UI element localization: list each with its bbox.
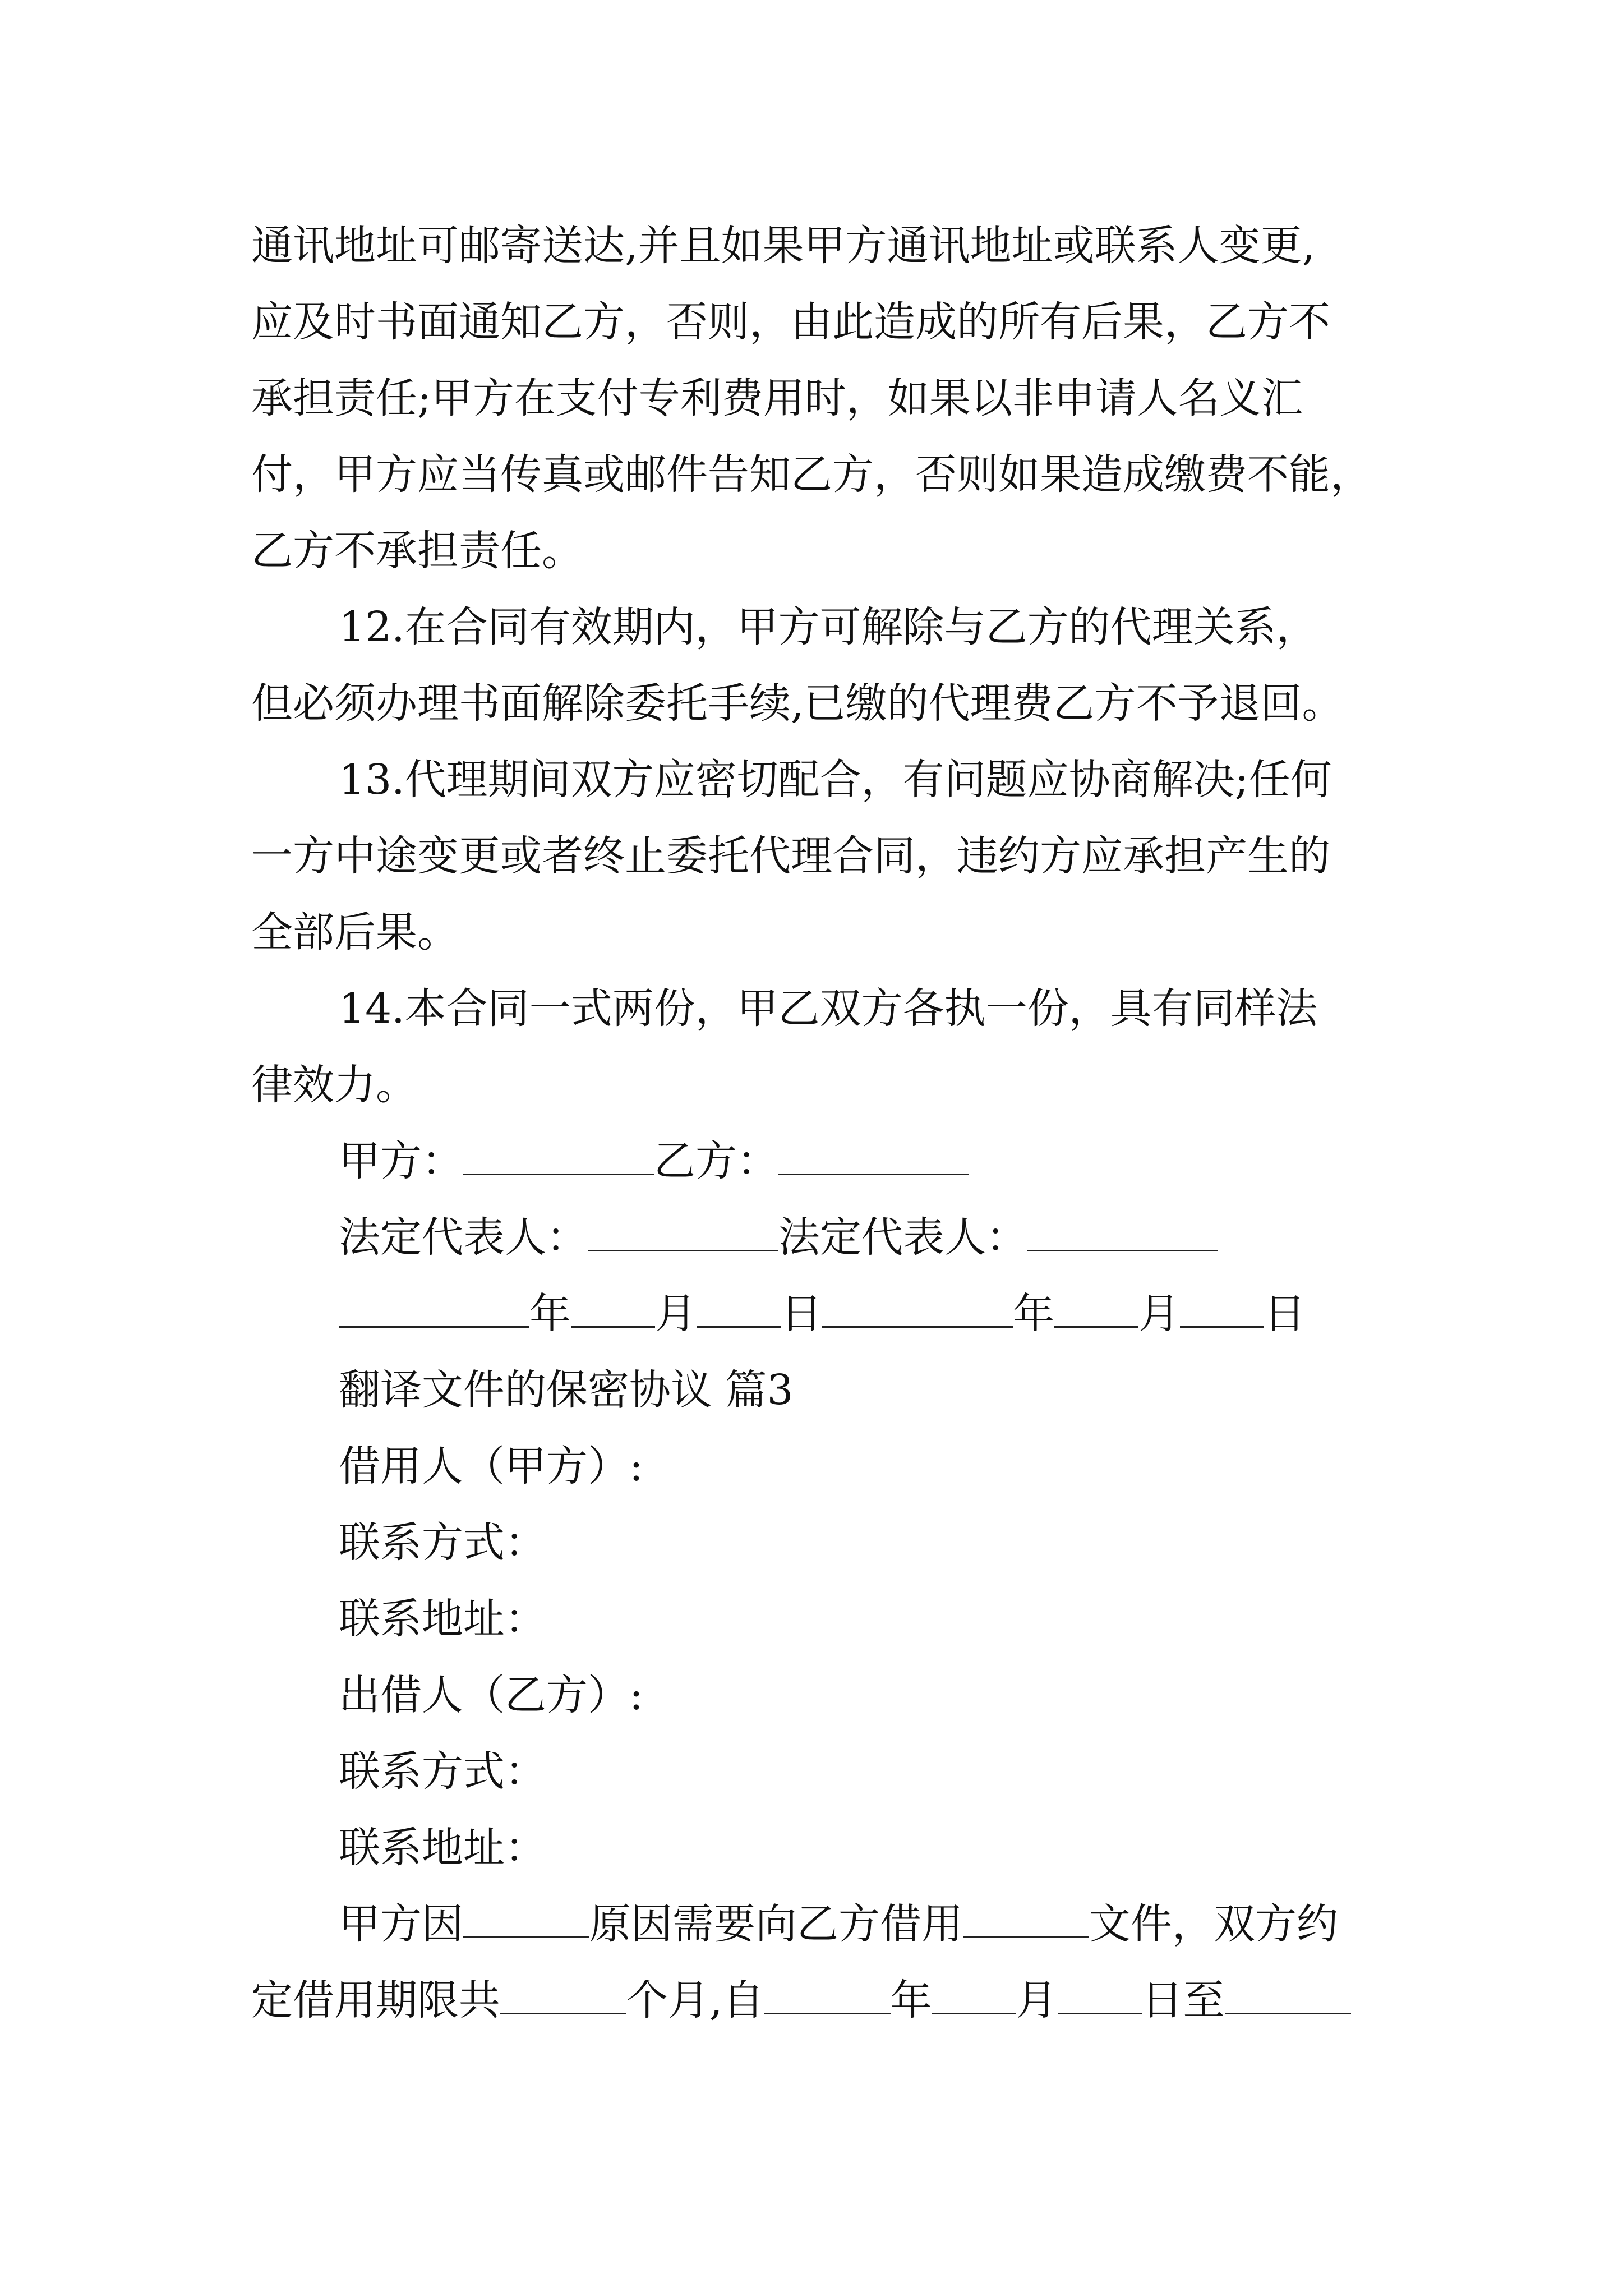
date-a-year-blank[interactable] [339,1289,529,1328]
reason-blank[interactable] [463,1899,589,1938]
signature-representative-line [339,1209,1218,1266]
party-b-blank[interactable] [778,1137,969,1175]
end-year-blank[interactable] [1225,1976,1351,2014]
borrower-label: 借用人（甲方）: [339,1442,643,1490]
date-b-year-blank[interactable] [822,1289,1013,1328]
document-blank[interactable] [963,1899,1089,1938]
signature-party-line [339,1133,969,1189]
date-b-month-label: 月 [1138,1290,1180,1338]
borrower-address: 联系地址： [339,1595,546,1643]
clause2-part-1: 定借用期限共 [251,1976,500,2024]
borrower-contact: 联系方式： [339,1519,546,1567]
date-a-day-blank[interactable] [697,1289,781,1328]
paragraph-13-line-1: 13.代理期间双方应密切配合，有问题应协商解决;任何 [339,756,1332,804]
start-year-blank[interactable] [764,1976,891,2014]
clause-part-3: 文件，双方约 [1089,1900,1338,1948]
rep-a-blank[interactable] [588,1213,778,1251]
paragraph-11-line-2: 应及时书面通知乙方，否则，由此造成的所有后果，乙方不 [251,298,1330,346]
paragraph-13-line-3: 全部后果。 [251,908,459,956]
clause2-month-label: 月 [1016,1976,1058,2024]
paragraph-13-line-2: 一方中途变更或者终止委托代理合同，违约方应承担产生的 [251,832,1330,880]
clause2-year-label: 年 [890,1976,932,2024]
date-a-month-label: 月 [655,1290,697,1338]
months-blank[interactable] [500,1976,626,2014]
clause-part-2: 原因需要向乙方借用 [589,1900,963,1948]
paragraph-14-line-1: 14.本合同一式两份，甲乙双方各执一份，具有同样法 [339,984,1318,1033]
paragraph-11-line-1: 通讯地址可邮寄送达,并且如果甲方通讯地址或联系人变更, [251,222,1316,270]
clause-part-1: 甲方因 [339,1900,463,1948]
party-a-blank[interactable] [463,1137,654,1175]
date-b-day-label: 日 [1264,1290,1306,1338]
paragraph-11-line-4: 付，甲方应当传真或邮件告知乙方，否则如果造成缴费不能， [251,450,1372,499]
rep-b-label: 法定代表人： [778,1213,1027,1262]
party-b-label: 乙方： [654,1137,778,1185]
start-month-blank[interactable] [932,1976,1016,2014]
lender-contact: 联系方式： [339,1747,546,1796]
lender-label: 出借人（乙方）: [339,1671,643,1719]
clause2-part-2: 个月,自 [626,1976,764,2024]
paragraph-12-line-1: 12.在合同有效期内，甲方可解除与乙方的代理关系， [339,603,1318,651]
date-a-day-label: 日 [781,1290,822,1338]
section-3-heading: 翻译文件的保密协议 篇3 [339,1366,794,1414]
paragraph-14-line-2: 律效力。 [251,1061,417,1109]
date-a-year-label: 年 [529,1290,571,1338]
paragraph-11-line-3: 承担责任;甲方在支付专利费用时，如果以非申请人名义汇 [251,374,1303,422]
clause2-day-to-label: 日至 [1141,1976,1225,2024]
rep-a-label: 法定代表人： [339,1213,588,1262]
paragraph-11-line-5: 乙方不承担责任。 [251,527,583,575]
date-b-day-blank[interactable] [1180,1289,1264,1328]
rep-b-blank[interactable] [1027,1213,1218,1251]
start-day-blank[interactable] [1058,1976,1142,2014]
paragraph-12-line-2: 但必须办理书面解除委托手续,已缴的代理费乙方不予退回。 [251,679,1344,728]
borrow-clause-line-2 [251,1972,1351,2028]
lender-address: 联系地址： [339,1824,546,1872]
date-b-year-label: 年 [1013,1290,1054,1338]
borrow-clause-line-1 [339,1896,1338,1952]
party-a-label: 甲方： [339,1137,463,1185]
signature-date-line [339,1286,1306,1342]
date-a-month-blank[interactable] [571,1289,655,1328]
date-b-month-blank[interactable] [1054,1289,1138,1328]
